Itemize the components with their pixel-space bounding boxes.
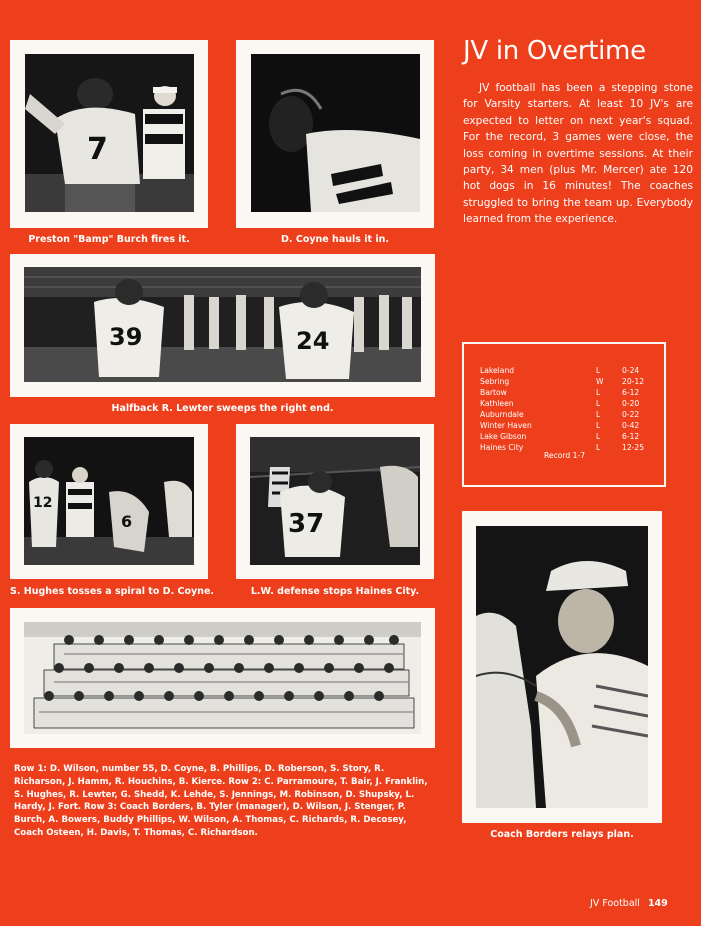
photo-coach-borders [476, 526, 648, 808]
record-result: L [596, 399, 601, 408]
photo-quarterback-throwing [25, 54, 194, 212]
article-heading: JV in Overtime [463, 36, 646, 66]
record-score: 0-22 [622, 410, 640, 419]
record-opponent: Bartow [480, 388, 507, 397]
team-roster-caption: Row 1: D. Wilson, number 55, D. Coyne, B. Phillips, D. Roberson, S. Story, R. Richarson, J. Hamm, R. Houchins, B. Kierce. Row 2: C. Parramoure, T. Bair, J. Franklin, S. Hughes, R. Lewter, G. Shedd, K. Lehde, S. Jennings, M. Robinson, D. Shupsky, L. Hardy, J. Fort. Row 3: Coach Borders, B. Tyler (manager), D. Wilson, J. Stenger, P. Burch, A. Bowers, Buddy Phillips, W. Wilson, A. Thomas, C. Richards, R. Decosey, Coach Osteen, H. Davis, T. Thomas, C. Richardson. [14, 764, 428, 838]
record-row [480, 421, 650, 432]
record-summary: Record 1-7 [544, 451, 586, 460]
record-result: L [596, 432, 601, 441]
caption-photo-1: Preston "Bamp" Burch fires it. [28, 234, 190, 245]
season-record-box [462, 342, 666, 487]
footer-section: JV Football [590, 898, 640, 909]
photo-team-portrait [24, 622, 421, 734]
record-row [480, 432, 650, 443]
record-score: 6-12 [622, 388, 640, 397]
jersey-number-39: 39 [109, 323, 143, 351]
jersey-number-37: 37 [288, 509, 325, 539]
article-body: JV football has been a stepping stone for Varsity starters. At least 10 JV's are expected to letter on next year's squad. For the record, 3 games were close, the loss coming in overtime sessions. At their party, 34 men (plus Mr. Mercer) ate 120 hot dogs in 16 minutes! The coaches struggled to bring the team up. Everybody learned from the experience. [463, 82, 693, 226]
record-row [480, 366, 650, 377]
jersey-number-7: 7 [87, 132, 108, 167]
record-score: 12-25 [622, 443, 645, 452]
record-score: 20-12 [622, 377, 645, 386]
record-result: L [596, 366, 601, 375]
record-opponent: Lakeland [480, 366, 515, 375]
caption-photo-7: Coach Borders relays plan. [490, 829, 634, 840]
record-result: L [596, 410, 601, 419]
record-row [480, 410, 650, 421]
record-opponent: Sebring [480, 377, 510, 386]
page-footer [590, 898, 668, 909]
page-number: 149 [647, 898, 668, 909]
photo-receiver-catch [251, 54, 420, 212]
caption-photo-5: L.W. defense stops Haines City. [250, 586, 420, 597]
record-result: L [596, 388, 601, 397]
record-row [480, 388, 650, 399]
record-row [480, 377, 650, 388]
record-opponent: Lake Gibson [480, 432, 527, 441]
record-opponent: Haines City [480, 443, 524, 452]
record-score: 0-42 [622, 421, 640, 430]
caption-photo-4: S. Hughes tosses a spiral to D. Coyne. [10, 586, 214, 597]
photo-defense-stop [250, 437, 420, 565]
record-result: W [596, 377, 604, 386]
record-result: L [596, 421, 601, 430]
jersey-number-12: 12 [33, 495, 53, 511]
record-result: L [596, 443, 601, 452]
photo-halfback-sweep [24, 267, 421, 382]
record-opponent: Auburndale [480, 410, 524, 419]
record-row [480, 399, 650, 410]
caption-photo-3: Halfback R. Lewter sweeps the right end. [111, 403, 334, 414]
record-score: 0-20 [622, 399, 640, 408]
record-score: 6-12 [622, 432, 640, 441]
jersey-number-6: 6 [121, 512, 133, 531]
record-opponent: Winter Haven [480, 421, 532, 430]
photo-spiral-pass [24, 437, 194, 565]
caption-photo-2: D. Coyne hauls it in. [281, 234, 389, 245]
record-score: 0-24 [622, 366, 640, 375]
record-opponent: Kathleen [480, 399, 514, 408]
jersey-number-24: 24 [296, 327, 330, 355]
